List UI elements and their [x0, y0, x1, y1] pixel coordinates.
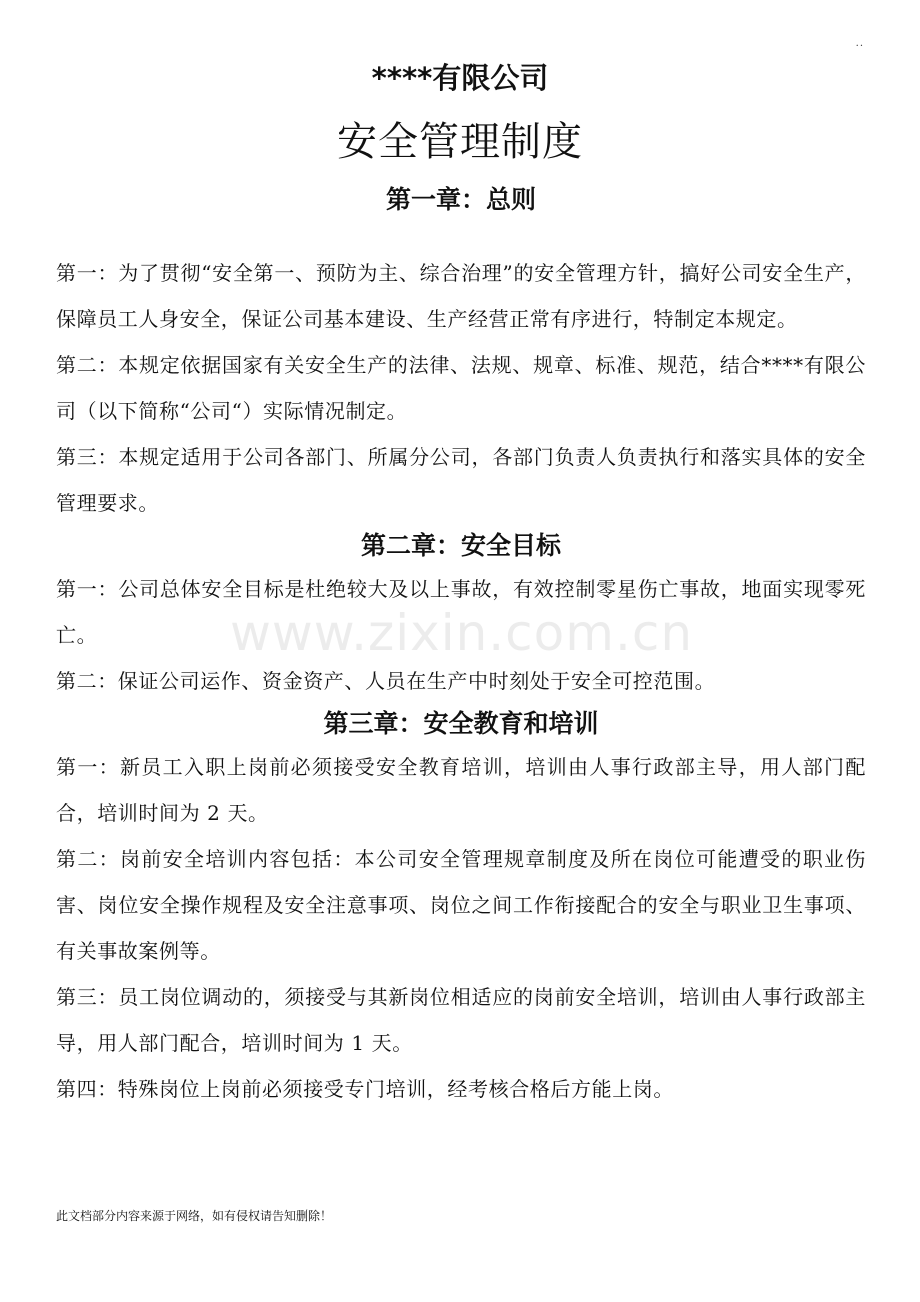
chapter-1-title: 第一章：总则 — [385, 185, 536, 214]
company-name: ****有限公司 — [371, 61, 549, 95]
chapter-3-paragraph-2: 第二：岗前安全培训内容包括：本公司安全管理规章制度及所在岗位可能遭受的职业伤害、岗位安全操作规程及安全注意事项、岗位之间工作衔接配合的安全与职业卫生事项、有关事故案例等。 — [56, 847, 866, 963]
corner-mark: .. — [855, 38, 864, 49]
document-title: 安全管理制度 — [337, 119, 583, 165]
chapter-1-paragraph-1: 第一：为了贯彻“安全第一、预防为主、综合治理”的安全管理方针，搞好公司安全生产，保障员工人身安全，保证公司基本建设、生产经营正常有序进行，特制定本规定。 — [56, 261, 866, 331]
chapter-3-paragraph-1: 第一：新员工入职上岗前必须接受安全教育培训，培训由人事行政部主导，用人部门配合，培训时间为 2 天。 — [56, 755, 866, 825]
chapter-2-paragraph-2: 第二：保证公司运作、资金资产、人员在生产中时刻处于安全可控范围。 — [56, 669, 716, 693]
chapter-2-title: 第二章：安全目标 — [360, 531, 561, 560]
footer-disclaimer: 此文档部分内容来源于网络，如有侵权请告知删除！ — [56, 1209, 333, 1223]
chapter-2-paragraph-1: 第一：公司总体安全目标是杜绝较大及以上事故，有效控制零星伤亡事故，地面实现零死亡。 — [56, 577, 866, 647]
chapter-1-paragraph-2: 第二：本规定依据国家有关安全生产的法律、法规、规章、标准、规范，结合****有限公司（以下简称“公司“）实际情况制定。 — [56, 353, 866, 423]
chapter-3-title: 第三章：安全教育和培训 — [323, 709, 599, 738]
chapter-3-paragraph-4: 第四：特殊岗位上岗前必须接受专门培训，经考核合格后方能上岗。 — [56, 1077, 674, 1101]
document-body — [56, 180, 866, 1112]
watermark: www.zixin.com.cn — [230, 604, 694, 662]
chapter-3-paragraph-3: 第三：员工岗位调动的，须接受与其新岗位相适应的岗前安全培训，培训由人事行政部主导，用人部门配合，培训时间为 1 天。 — [56, 985, 866, 1055]
chapter-1-paragraph-3: 第三：本规定适用于公司各部门、所属分公司，各部门负责人负责执行和落实具体的安全管理要求。 — [56, 445, 866, 515]
